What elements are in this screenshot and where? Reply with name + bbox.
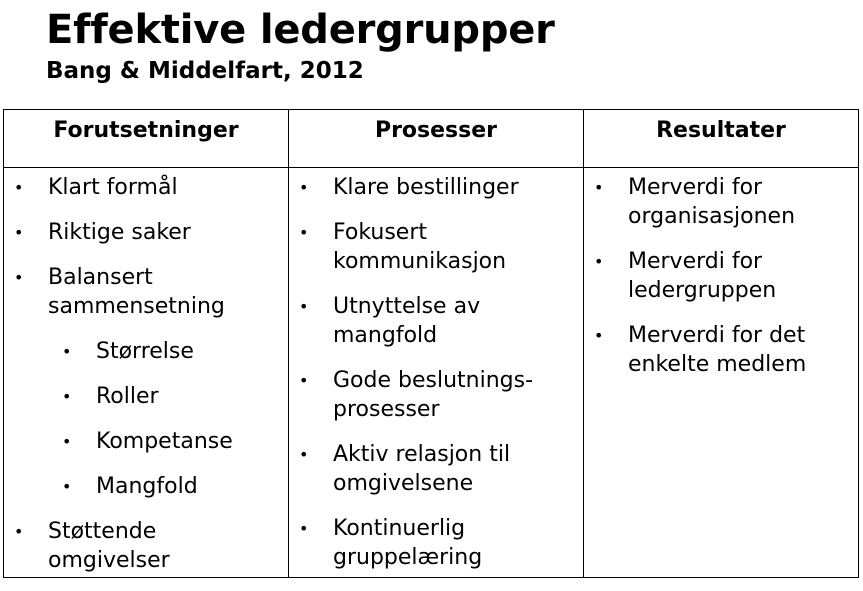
list-item bbox=[299, 292, 577, 350]
bullet-icon: • bbox=[594, 252, 604, 271]
list-item-text: Klare bestillinger bbox=[333, 175, 519, 200]
column-heading: Resultater bbox=[656, 118, 786, 143]
list-item bbox=[594, 247, 852, 305]
list-item-text: Riktige saker bbox=[48, 220, 191, 245]
sub-list-item bbox=[62, 382, 282, 411]
list-item-text: Aktiv relasjon til omgivelsene bbox=[333, 442, 511, 496]
list-item bbox=[14, 517, 282, 575]
list-item bbox=[14, 173, 282, 202]
table bbox=[3, 109, 859, 578]
list-item-text: Gode beslutnings-prosesser bbox=[333, 368, 534, 422]
list-item bbox=[14, 218, 282, 247]
page-subtitle: Bang & Middelfart, 2012 bbox=[46, 58, 364, 84]
list-item-text: Klart formål bbox=[48, 175, 178, 200]
column-list bbox=[594, 173, 852, 395]
bullet-icon: • bbox=[299, 297, 309, 316]
bullet-icon: • bbox=[299, 371, 309, 390]
list-item bbox=[594, 173, 852, 231]
bullet-icon: • bbox=[594, 326, 604, 345]
bullet-icon: • bbox=[14, 223, 24, 242]
sub-list-item bbox=[62, 337, 282, 366]
column-list bbox=[299, 173, 577, 588]
list-item-text: Merverdi for ledergruppen bbox=[628, 249, 777, 303]
list-item bbox=[299, 366, 577, 424]
bullet-icon: • bbox=[299, 223, 309, 242]
bullet-icon: • bbox=[62, 477, 72, 496]
list-item-text: Fokusert kommunikasjon bbox=[333, 220, 507, 274]
list-item-text: Roller bbox=[96, 384, 159, 409]
list-item bbox=[299, 440, 577, 498]
list-item-text: Utnyttelse av mangfold bbox=[333, 294, 481, 348]
bullet-icon: • bbox=[299, 519, 309, 538]
list-item bbox=[299, 173, 577, 202]
column-prosesser bbox=[289, 110, 583, 577]
list-item-text: Størrelse bbox=[96, 339, 194, 364]
column-heading: Forutsetninger bbox=[53, 118, 239, 143]
column-heading: Prosesser bbox=[374, 118, 498, 143]
sub-list-item bbox=[62, 427, 282, 456]
bullet-icon: • bbox=[62, 387, 72, 406]
column-list bbox=[14, 173, 282, 591]
bullet-icon: • bbox=[14, 522, 24, 541]
list-item-text: Merverdi for organisasjonen bbox=[628, 175, 796, 229]
page-title: Effektive ledergrupper bbox=[46, 7, 555, 53]
bullet-icon: • bbox=[62, 342, 72, 361]
bullet-icon: • bbox=[594, 178, 604, 197]
list-item-text: Merverdi for det enkelte medlem bbox=[628, 323, 807, 377]
bullet-icon: • bbox=[62, 432, 72, 451]
list-item bbox=[594, 321, 852, 379]
list-item-text: Støttende omgivelser bbox=[48, 519, 170, 573]
list-item bbox=[14, 263, 282, 321]
bullet-icon: • bbox=[14, 268, 24, 287]
column-forutsetninger bbox=[4, 110, 288, 577]
list-item-text: Balansert sammensetning bbox=[48, 265, 225, 319]
bullet-icon: • bbox=[299, 445, 309, 464]
list-item-text: Kompetanse bbox=[96, 429, 233, 454]
list-item bbox=[299, 514, 577, 572]
list-item-text: Kontinuerlig gruppelæring bbox=[333, 516, 483, 570]
column-resultater bbox=[584, 110, 858, 577]
sub-list-item bbox=[62, 472, 282, 501]
bullet-icon: • bbox=[299, 178, 309, 197]
list-item-text: Mangfold bbox=[96, 474, 198, 499]
bullet-icon: • bbox=[14, 178, 24, 197]
list-item bbox=[299, 218, 577, 276]
